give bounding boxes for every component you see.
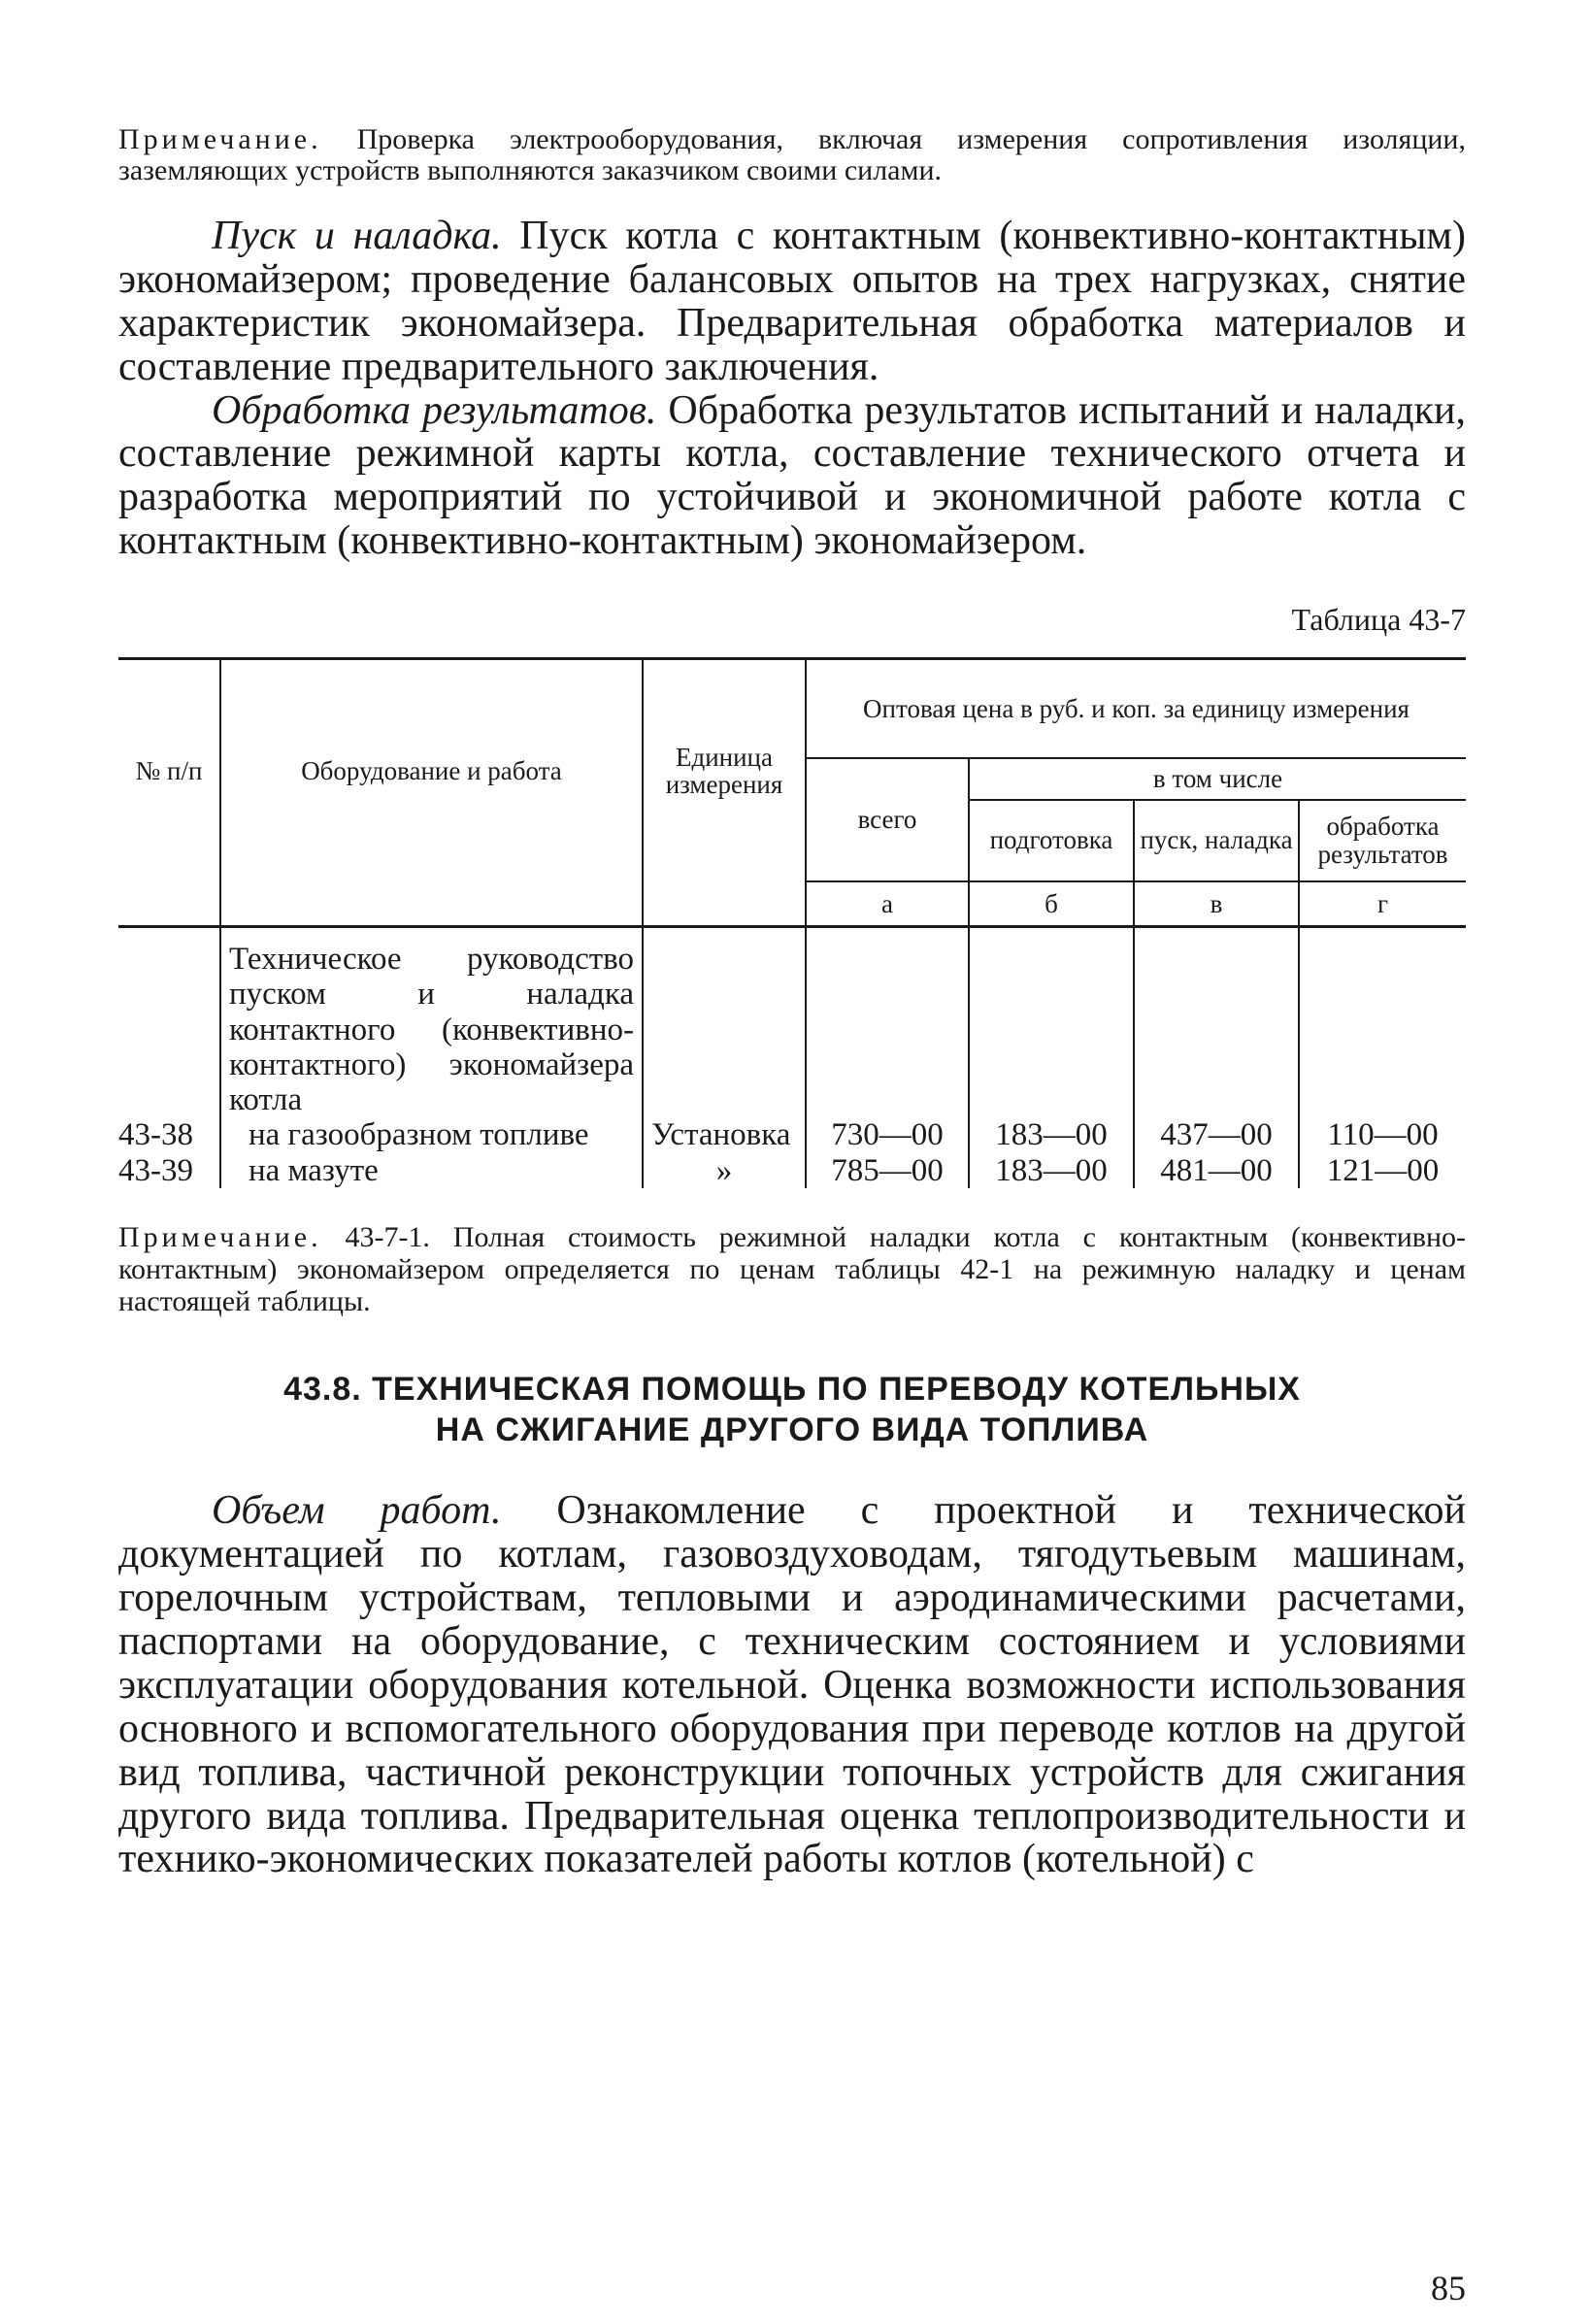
startup-label: Пуск и наладка. xyxy=(212,213,502,258)
row-results: 110—00 xyxy=(1299,1117,1466,1152)
row-unit: Установка xyxy=(643,1117,806,1152)
header-num: № п/п xyxy=(118,659,220,881)
row-startup: 481—00 xyxy=(1134,1153,1299,1188)
note-full-cost xyxy=(118,1221,1466,1317)
letter-a: а xyxy=(806,881,969,927)
row-total: 785—00 xyxy=(806,1153,969,1188)
note-label: Примечание. xyxy=(118,123,322,155)
header-price: Оптовая цена в руб. и коп. за единицу измерения xyxy=(806,659,1466,759)
letter-g: г xyxy=(1299,881,1466,927)
processing-text: Обработка результатов испытаний и наладки, составление режимной карты котла, составление технического отчета и разработка мероприятий по устойчивой и экономичной работе котла с контактным (конвективно-контактным) экономайзером. xyxy=(118,387,1466,564)
header-unit: Единица измерения xyxy=(643,659,806,881)
row-name: на газообразном топливе xyxy=(220,1117,643,1152)
page-content xyxy=(118,124,1466,1881)
header-equipment: Оборудование и работа xyxy=(220,659,643,881)
table-row xyxy=(118,1117,1466,1152)
paragraph-startup xyxy=(118,215,1466,389)
row-startup: 437—00 xyxy=(1134,1117,1299,1152)
row-unit: » xyxy=(643,1153,806,1188)
row-num: 43-39 xyxy=(118,1152,193,1188)
price-table xyxy=(118,657,1466,1188)
section-heading xyxy=(118,1370,1466,1450)
note-insulation xyxy=(118,124,1466,187)
heading-line1: 43.8. ТЕХНИЧЕСКАЯ ПОМОЩЬ ПО ПЕРЕВОДУ КОТЕЛЬНЫХ xyxy=(283,1371,1301,1409)
page-number: 85 xyxy=(1431,2269,1466,2307)
processing-label: Обработка результатов. xyxy=(212,387,657,433)
note2-text: 43-7-1. Полная стоимость режимной наладки котла с контактным (конвективно-контактным) экономайзером определяется по ценам таблицы 42-1 на режимную наладку и ценам настоящей таблицы. xyxy=(118,1221,1466,1318)
scope-text: Ознакомление с проектной и технической документацией по котлам, газовоздуховодам, тягодутьевым машинам, горелочным устройствам, тепловыми и аэродинамическими расчетами, паспортами на оборудование, с техническим состоянием и условиями эксплуатации оборудования котельной. Оценка возможности использования основного и вспомогательного оборудования при переводе котлов на другой вид топлива, частичной реконструкции топочных устройств для сжигания другого вида топлива. Предварительная оценка теплопроизводительности и технико-экономических показателей работы котлов (котельной) с xyxy=(118,1487,1466,1882)
row-prep: 183—00 xyxy=(969,1153,1134,1188)
heading-line2: НА СЖИГАНИЕ ДРУГОГО ВИДА ТОПЛИВА xyxy=(435,1411,1149,1448)
row-results: 121—00 xyxy=(1299,1153,1466,1188)
row-name: на мазуте xyxy=(220,1153,643,1188)
paragraph-processing xyxy=(118,389,1466,564)
letter-b: б xyxy=(969,881,1134,927)
header-prep: подготовка xyxy=(969,800,1134,881)
note2-label: Примечание. xyxy=(118,1221,322,1254)
table-row xyxy=(118,1153,1466,1188)
row-prep: 183—00 xyxy=(969,1117,1134,1152)
row-num: 43-38 xyxy=(118,1117,193,1153)
header-total: всего xyxy=(806,758,969,880)
header-including: в том числе xyxy=(969,758,1466,799)
row-total: 730—00 xyxy=(806,1117,969,1152)
table-label: Таблица 43-7 xyxy=(1291,602,1466,638)
note-text: Проверка электрооборудования, включая измерения сопротивления изоляции, заземляющих устройств выполняются заказчиком своими силами. xyxy=(118,123,1466,187)
startup-text: Пуск котла с контактным (конвективно-контактным) экономайзером; проведение балансовых опытов на трех нагрузках, снятие характеристик экономайзера. Предварительная обработка материалов и составление предварительного заключения. xyxy=(118,213,1466,389)
scope-label: Объем работ. xyxy=(212,1487,502,1533)
letter-v: в xyxy=(1134,881,1299,927)
header-startup: пуск, наладка xyxy=(1134,800,1299,881)
paragraph-scope xyxy=(118,1489,1466,1881)
group-title: Техническое руководство пуском и наладка контактного (конвективно-контактного) экономайзера котла xyxy=(220,942,643,1117)
header-results: обработка результатов xyxy=(1299,800,1466,881)
table-group-row xyxy=(118,942,1466,1117)
